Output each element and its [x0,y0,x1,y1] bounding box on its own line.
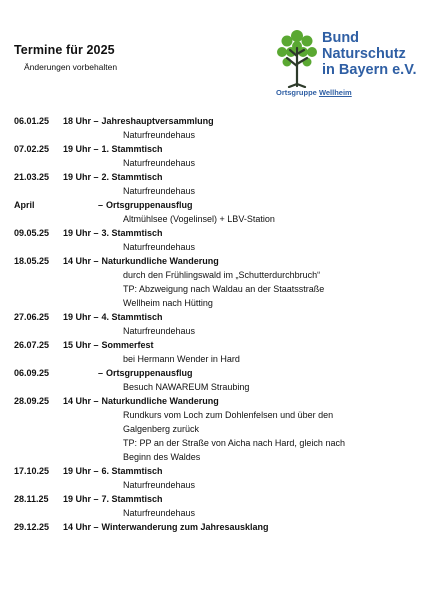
event-detail: Rundkurs vom Loch zum Dohlenfelsen und über den [123,410,334,420]
event-title: 4. Stammtisch [101,312,163,322]
event-title: Ortsgruppenausflug [106,200,193,210]
event-header [14,310,414,324]
event-time: – [98,200,104,210]
event-title: Winterwanderung zum Jahresausklang [101,522,269,532]
event-title: 2. Stammtisch [101,172,163,182]
event-date: 29.12.25 [14,522,50,532]
event-detail: Beginn des Waldes [123,452,201,462]
logo-line-2: Naturschutz [322,46,406,62]
event-item [14,198,414,226]
event-detail: TP: Abzweigung nach Waldau an der Staatsstraße [123,284,325,294]
event-header [14,198,414,212]
event-date: 09.05.25 [14,228,50,238]
event-detail: bei Hermann Wender in Hard [123,354,240,364]
event-header [14,464,414,478]
logo-group-name: Wellheim [318,88,352,97]
event-time: 19 Uhr – [63,144,99,154]
event-item [14,170,414,198]
page-title: Termine für 2025 [14,43,115,57]
event-item [14,464,414,492]
event-item [14,520,414,534]
event-header [14,520,414,534]
event-list [14,114,414,534]
event-date: 28.09.25 [14,396,50,406]
event-time: 14 Uhr – [63,256,99,266]
event-header [14,226,414,240]
event-detail: Naturfreundehaus [123,242,196,252]
event-title: Jahreshauptversammlung [101,116,214,126]
event-title: Ortsgruppenausflug [106,368,193,378]
event-header [14,170,414,184]
event-time: – [98,368,104,378]
logo-line-3: in Bayern e.V. [322,62,417,78]
event-date: 28.11.25 [14,494,49,504]
event-detail: Besuch NAWAREUM Straubing [123,382,250,392]
event-item [14,226,414,254]
event-item [14,492,414,520]
tree-icon [276,28,318,88]
event-item [14,394,414,464]
event-title: 3. Stammtisch [101,228,163,238]
logo-line-1: Bund [322,30,360,46]
event-date: 21.03.25 [14,172,50,182]
logo-group-prefix: Ortsgruppe [276,88,317,97]
event-date: 07.02.25 [14,144,50,154]
event-date: 26.07.25 [14,340,50,350]
event-time: 19 Uhr – [63,172,99,182]
event-time: 14 Uhr – [63,522,99,532]
event-time: 19 Uhr – [63,228,99,238]
event-detail: durch den Frühlingswald im „Schutterdurchbruch“ [123,270,321,280]
event-item [14,254,414,310]
event-time: 14 Uhr – [63,396,99,406]
event-date: 17.10.25 [14,466,50,476]
event-header [14,492,414,506]
event-header [14,254,414,268]
event-detail: Naturfreundehaus [123,326,196,336]
event-title: Naturkundliche Wanderung [101,256,219,266]
event-time: 19 Uhr – [63,312,99,322]
event-detail: Galgenberg zurück [123,424,200,434]
event-header [14,114,414,128]
event-item [14,338,414,366]
bund-naturschutz-logo [274,28,420,106]
event-date: 18.05.25 [14,256,50,266]
logo-group-label [276,88,352,97]
event-item [14,142,414,170]
event-time: 19 Uhr – [63,466,99,476]
event-detail: Wellheim nach Hütting [123,298,213,308]
event-header [14,142,414,156]
event-header [14,338,414,352]
event-header [14,394,414,408]
event-detail: Altmühlsee (Vogelinsel) + LBV-Station [123,214,275,224]
event-detail: Naturfreundehaus [123,480,196,490]
event-date: 27.06.25 [14,312,50,322]
event-detail: Naturfreundehaus [123,508,196,518]
event-detail: Naturfreundehaus [123,130,196,140]
event-title: 7. Stammtisch [101,494,163,504]
event-title: 6. Stammtisch [101,466,163,476]
event-detail: Naturfreundehaus [123,158,196,168]
page-subtitle: Änderungen vorbehalten [24,62,118,72]
event-item [14,114,414,142]
event-time: 18 Uhr – [63,116,99,126]
event-date: 06.09.25 [14,368,50,378]
event-item [14,310,414,338]
event-title: 1. Stammtisch [101,144,163,154]
event-date: April [14,200,35,210]
event-time: 19 Uhr – [63,494,99,504]
event-detail: TP: PP an der Straße von Aicha nach Hard, gleich nach [123,438,345,448]
event-title: Sommerfest [101,340,154,350]
event-title: Naturkundliche Wanderung [101,396,219,406]
event-item [14,366,414,394]
event-detail: Naturfreundehaus [123,186,196,196]
event-date: 06.01.25 [14,116,50,126]
event-header [14,366,414,380]
event-time: 15 Uhr – [63,340,99,350]
